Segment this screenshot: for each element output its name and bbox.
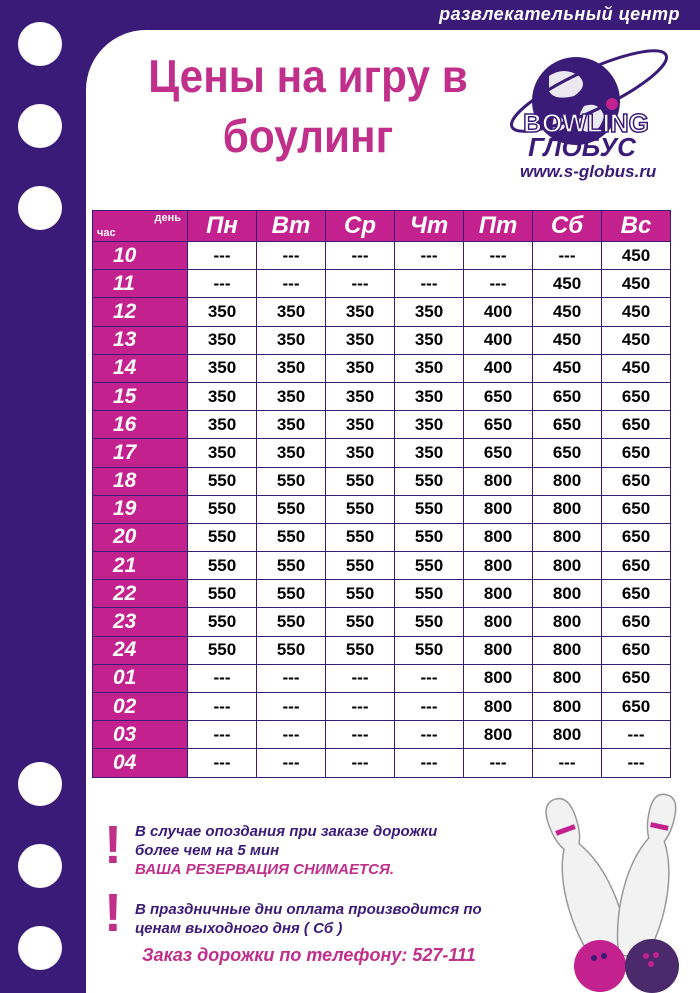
price-cell: 550 bbox=[395, 467, 464, 495]
logo-name: ГЛОБУС bbox=[528, 132, 636, 162]
price-cell: 650 bbox=[602, 467, 671, 495]
price-cell: 350 bbox=[257, 354, 326, 382]
venue-type: развлекательный центр bbox=[439, 4, 680, 24]
price-cell: 350 bbox=[326, 382, 395, 410]
corner-day-label: день bbox=[154, 212, 181, 224]
price-cell: --- bbox=[395, 664, 464, 692]
price-cell: 450 bbox=[602, 354, 671, 382]
day-header: Вт bbox=[257, 211, 326, 242]
price-cell: 550 bbox=[188, 552, 257, 580]
price-cell: --- bbox=[395, 693, 464, 721]
price-cell: 450 bbox=[602, 298, 671, 326]
order-phone: Заказ дорожки по телефону: 527-111 bbox=[142, 945, 476, 965]
price-cell: --- bbox=[395, 721, 464, 749]
price-cell: 450 bbox=[602, 326, 671, 354]
hour-label: 15 bbox=[93, 382, 188, 410]
price-cell: 800 bbox=[464, 693, 533, 721]
price-cell: 350 bbox=[188, 439, 257, 467]
hour-label: 14 bbox=[93, 354, 188, 382]
price-cell: --- bbox=[464, 749, 533, 777]
price-cell: 550 bbox=[326, 467, 395, 495]
price-cell: 550 bbox=[257, 608, 326, 636]
price-cell: 450 bbox=[533, 270, 602, 298]
price-cell: 550 bbox=[395, 608, 464, 636]
price-row bbox=[93, 608, 671, 636]
price-cell: 800 bbox=[464, 608, 533, 636]
price-cell: 450 bbox=[602, 270, 671, 298]
price-cell: 650 bbox=[602, 580, 671, 608]
price-cell: --- bbox=[326, 270, 395, 298]
price-cell: --- bbox=[395, 270, 464, 298]
price-row bbox=[93, 354, 671, 382]
hour-label: 19 bbox=[93, 495, 188, 523]
price-row bbox=[93, 495, 671, 523]
day-header: Пн bbox=[188, 211, 257, 242]
day-header: Сб bbox=[533, 211, 602, 242]
price-cell: 800 bbox=[464, 636, 533, 664]
holiday-note-line-2: ценам выходного дня ( Сб ) bbox=[135, 920, 343, 937]
hour-label: 02 bbox=[93, 693, 188, 721]
hour-label: 16 bbox=[93, 411, 188, 439]
page-title bbox=[124, 46, 492, 166]
hour-label: 03 bbox=[93, 721, 188, 749]
price-cell: 800 bbox=[533, 664, 602, 692]
price-cell: 350 bbox=[395, 354, 464, 382]
price-row bbox=[93, 467, 671, 495]
price-cell: 350 bbox=[188, 326, 257, 354]
price-cell: 400 bbox=[464, 354, 533, 382]
binder-hole bbox=[18, 762, 62, 806]
price-cell: 350 bbox=[257, 298, 326, 326]
day-header: Чт bbox=[395, 211, 464, 242]
price-row bbox=[93, 693, 671, 721]
binder-hole bbox=[18, 844, 62, 888]
price-cell: --- bbox=[188, 242, 257, 270]
price-cell: 550 bbox=[395, 636, 464, 664]
price-cell: 350 bbox=[395, 326, 464, 354]
price-cell: 550 bbox=[326, 552, 395, 580]
day-header: Ср bbox=[326, 211, 395, 242]
hour-label: 24 bbox=[93, 636, 188, 664]
binder-hole bbox=[18, 186, 62, 230]
price-cell: 650 bbox=[602, 664, 671, 692]
price-row bbox=[93, 382, 671, 410]
price-cell: 350 bbox=[188, 411, 257, 439]
exclamation-mark: ! bbox=[104, 815, 122, 875]
price-cell: 650 bbox=[464, 439, 533, 467]
late-note-line-1: В случае опоздания при заказе дорожки bbox=[135, 823, 438, 840]
hour-label: 12 bbox=[93, 298, 188, 326]
price-cell: --- bbox=[326, 664, 395, 692]
price-cell: 800 bbox=[533, 467, 602, 495]
price-cell: 350 bbox=[395, 298, 464, 326]
price-row bbox=[93, 721, 671, 749]
price-cell: 450 bbox=[533, 354, 602, 382]
price-row bbox=[93, 523, 671, 551]
price-cell: 550 bbox=[257, 636, 326, 664]
price-table bbox=[92, 210, 671, 778]
price-cell: 550 bbox=[257, 580, 326, 608]
price-cell: 650 bbox=[602, 608, 671, 636]
hour-label: 04 bbox=[93, 749, 188, 777]
hour-label: 10 bbox=[93, 242, 188, 270]
price-cell: 400 bbox=[464, 298, 533, 326]
price-cell: 550 bbox=[188, 467, 257, 495]
price-cell: 550 bbox=[326, 580, 395, 608]
price-row bbox=[93, 664, 671, 692]
price-cell: --- bbox=[188, 749, 257, 777]
price-cell: --- bbox=[257, 664, 326, 692]
website-link[interactable]: www.s-globus.ru bbox=[520, 162, 657, 181]
price-cell: 650 bbox=[464, 382, 533, 410]
price-cell: --- bbox=[533, 242, 602, 270]
price-cell: 350 bbox=[326, 411, 395, 439]
hour-label: 18 bbox=[93, 467, 188, 495]
hour-label: 17 bbox=[93, 439, 188, 467]
price-cell: 650 bbox=[602, 382, 671, 410]
price-cell: --- bbox=[188, 664, 257, 692]
price-cell: 350 bbox=[395, 382, 464, 410]
price-cell: 550 bbox=[326, 636, 395, 664]
price-cell: 800 bbox=[464, 664, 533, 692]
price-cell: 550 bbox=[188, 495, 257, 523]
price-cell: 550 bbox=[257, 495, 326, 523]
price-cell: 800 bbox=[464, 721, 533, 749]
price-cell: --- bbox=[326, 242, 395, 270]
price-cell: 650 bbox=[602, 439, 671, 467]
price-cell: 550 bbox=[326, 523, 395, 551]
price-cell: 550 bbox=[257, 467, 326, 495]
price-row bbox=[93, 580, 671, 608]
price-cell: 650 bbox=[602, 495, 671, 523]
price-cell: 350 bbox=[326, 298, 395, 326]
price-cell: --- bbox=[188, 693, 257, 721]
price-cell: 550 bbox=[326, 495, 395, 523]
price-cell: 800 bbox=[464, 467, 533, 495]
price-cell: 350 bbox=[257, 439, 326, 467]
price-cell: --- bbox=[602, 749, 671, 777]
price-cell: 800 bbox=[533, 495, 602, 523]
price-cell: 650 bbox=[602, 411, 671, 439]
price-cell: 350 bbox=[326, 439, 395, 467]
price-cell: --- bbox=[188, 270, 257, 298]
hour-label: 01 bbox=[93, 664, 188, 692]
price-cell: 450 bbox=[533, 326, 602, 354]
price-cell: 550 bbox=[395, 580, 464, 608]
price-cell: 650 bbox=[533, 382, 602, 410]
corner-cell bbox=[93, 211, 188, 242]
price-cell: 350 bbox=[326, 326, 395, 354]
price-cell: 800 bbox=[464, 495, 533, 523]
binder-hole bbox=[18, 926, 62, 970]
price-cell: 800 bbox=[533, 580, 602, 608]
price-cell: 450 bbox=[602, 242, 671, 270]
price-cell: --- bbox=[326, 749, 395, 777]
late-note bbox=[135, 822, 437, 879]
price-cell: 800 bbox=[464, 580, 533, 608]
logo-word: BOWLING bbox=[523, 108, 649, 138]
price-cell: 350 bbox=[257, 411, 326, 439]
late-note-line-2: более чем на 5 мин bbox=[135, 842, 280, 859]
corner-hour-label: час bbox=[97, 227, 116, 239]
price-cell: --- bbox=[188, 721, 257, 749]
binder-hole bbox=[18, 22, 62, 66]
price-cell: 650 bbox=[602, 636, 671, 664]
holiday-note-line-1: В праздничные дни оплата производится по bbox=[135, 901, 482, 918]
price-cell: 650 bbox=[533, 439, 602, 467]
day-header: Пт bbox=[464, 211, 533, 242]
price-cell: --- bbox=[257, 721, 326, 749]
price-row bbox=[93, 270, 671, 298]
price-cell: 650 bbox=[464, 411, 533, 439]
price-row bbox=[93, 411, 671, 439]
price-cell: 800 bbox=[533, 721, 602, 749]
hour-label: 13 bbox=[93, 326, 188, 354]
price-cell: 350 bbox=[257, 382, 326, 410]
holiday-note bbox=[135, 900, 482, 938]
price-cell: --- bbox=[257, 270, 326, 298]
hour-label: 20 bbox=[93, 523, 188, 551]
price-cell: 550 bbox=[188, 636, 257, 664]
day-header: Вс bbox=[602, 211, 671, 242]
price-cell: 550 bbox=[188, 523, 257, 551]
price-cell: 400 bbox=[464, 326, 533, 354]
hour-label: 22 bbox=[93, 580, 188, 608]
price-cell: --- bbox=[602, 721, 671, 749]
bowling-balls-icon bbox=[574, 940, 626, 992]
late-warning: ВАША РЕЗЕРВАЦИЯ СНИМАЕТСЯ. bbox=[135, 861, 395, 878]
exclamation-mark: ! bbox=[104, 883, 122, 943]
price-row bbox=[93, 242, 671, 270]
price-cell: 800 bbox=[533, 693, 602, 721]
price-cell: 650 bbox=[533, 411, 602, 439]
price-row bbox=[93, 636, 671, 664]
price-row bbox=[93, 326, 671, 354]
bowling-pins-icon bbox=[528, 780, 700, 993]
price-cell: 550 bbox=[188, 580, 257, 608]
price-cell: 350 bbox=[188, 298, 257, 326]
price-cell: 350 bbox=[395, 411, 464, 439]
price-cell: 650 bbox=[602, 693, 671, 721]
price-cell: --- bbox=[533, 749, 602, 777]
hour-label: 23 bbox=[93, 608, 188, 636]
price-cell: 550 bbox=[395, 523, 464, 551]
price-cell: 800 bbox=[533, 636, 602, 664]
price-cell: 550 bbox=[326, 608, 395, 636]
price-cell: 550 bbox=[257, 523, 326, 551]
price-cell: 550 bbox=[395, 495, 464, 523]
price-cell: --- bbox=[257, 242, 326, 270]
title-line-1: Цены на игру в bbox=[148, 50, 468, 102]
price-cell: 800 bbox=[464, 552, 533, 580]
price-cell: --- bbox=[257, 693, 326, 721]
price-cell: 650 bbox=[602, 552, 671, 580]
price-cell: 450 bbox=[533, 298, 602, 326]
price-cell: 800 bbox=[533, 552, 602, 580]
day-header-row bbox=[93, 211, 671, 242]
price-cell: 650 bbox=[602, 523, 671, 551]
price-row bbox=[93, 552, 671, 580]
price-row bbox=[93, 749, 671, 777]
price-row bbox=[93, 298, 671, 326]
price-cell: --- bbox=[464, 270, 533, 298]
price-cell: --- bbox=[395, 749, 464, 777]
price-cell: 550 bbox=[257, 552, 326, 580]
price-cell: --- bbox=[257, 749, 326, 777]
price-cell: 550 bbox=[188, 608, 257, 636]
price-row bbox=[93, 439, 671, 467]
price-cell: 350 bbox=[257, 326, 326, 354]
price-cell: --- bbox=[464, 242, 533, 270]
hour-label: 21 bbox=[93, 552, 188, 580]
hour-label: 11 bbox=[93, 270, 188, 298]
price-cell: 350 bbox=[395, 439, 464, 467]
price-cell: 350 bbox=[326, 354, 395, 382]
price-cell: 350 bbox=[188, 382, 257, 410]
title-line-2: боулинг bbox=[222, 110, 394, 162]
price-cell: --- bbox=[326, 721, 395, 749]
price-cell: 800 bbox=[533, 523, 602, 551]
price-cell: --- bbox=[395, 242, 464, 270]
binder-hole bbox=[18, 104, 62, 148]
price-cell: 350 bbox=[188, 354, 257, 382]
price-cell: 800 bbox=[464, 523, 533, 551]
price-table-body bbox=[93, 242, 671, 778]
price-cell: --- bbox=[326, 693, 395, 721]
price-cell: 800 bbox=[533, 608, 602, 636]
price-cell: 550 bbox=[395, 552, 464, 580]
